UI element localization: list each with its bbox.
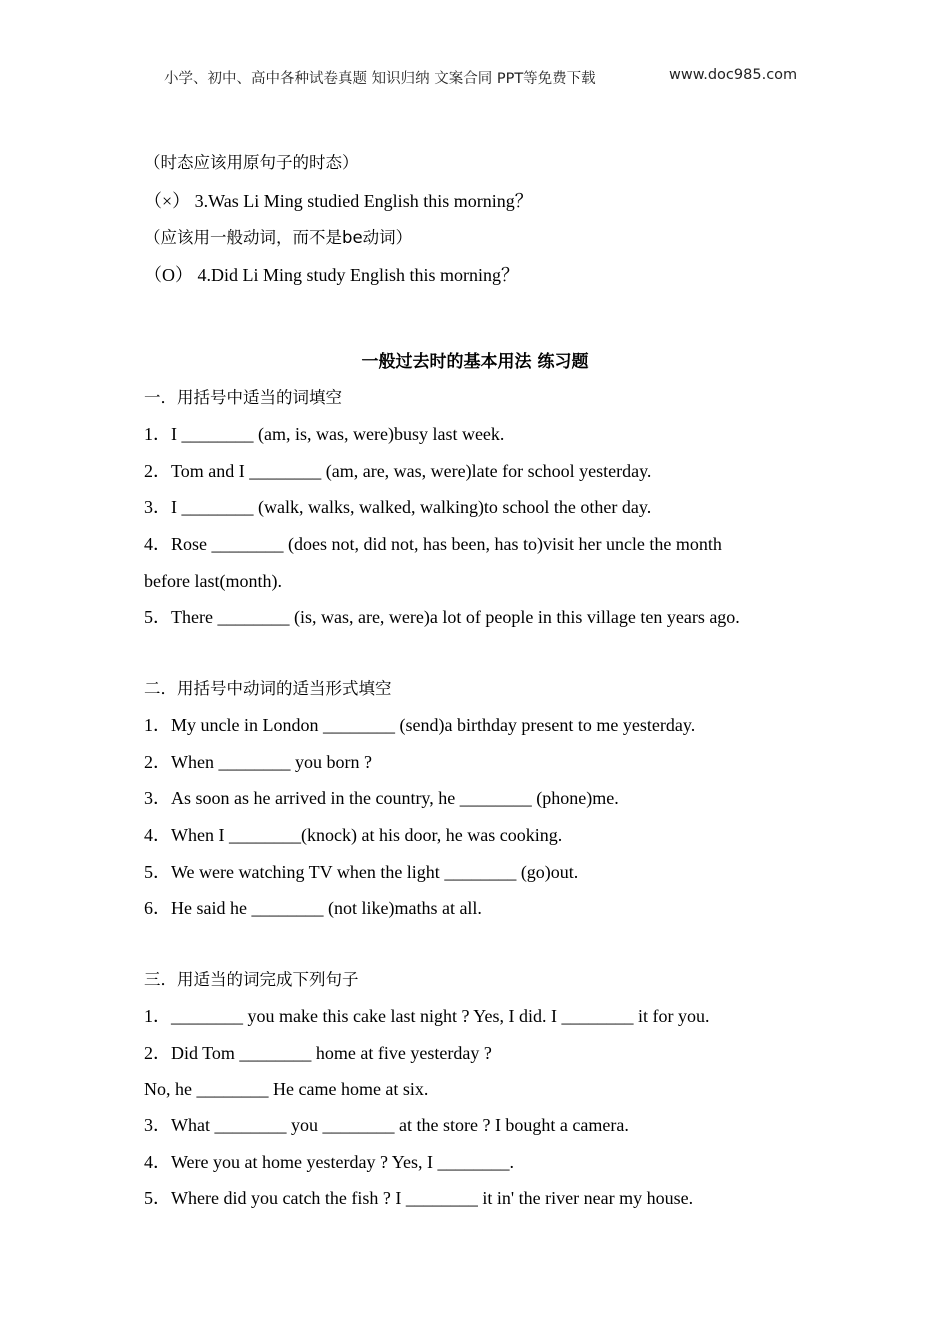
section1-item: 2．Tom and I ________ (am, are, was, were)late for school yesterday.: [144, 461, 652, 481]
section2-item: 4．When I ________(knock) at his door, he was cooking.: [144, 825, 563, 845]
section1-item: 4．Rose ________ (does not, did not, has been, has to)visit her uncle the month: [144, 534, 722, 554]
section2-heading: 二．用括号中动词的适当形式填空: [144, 679, 392, 698]
section3-heading: 三．用适当的词完成下列句子: [144, 970, 359, 989]
section2-item: 1．My uncle in London ________ (send)a birthday present to me yesterday.: [144, 715, 696, 735]
section2-item: 3．As soon as he arrived in the country, he ________ (phone)me.: [144, 788, 619, 808]
header-banner-text: 小学、初中、高中各种试卷真题 知识归纳 文案合同 PPT等免费下载: [164, 71, 596, 87]
intro-note-2: （应该用一般动词，而不是be动词）: [144, 228, 413, 247]
intro-wrong-example: （×） 3.Was Li Ming studied English this morning？: [144, 191, 533, 211]
section3-item: 1．________ you make this cake last night ? Yes, I did. I ________ it for you.: [144, 1006, 710, 1026]
page-header: [0, 67, 950, 91]
section3-item: 2．Did Tom ________ home at five yesterday ?: [144, 1043, 492, 1063]
section2-item: 5．We were watching TV when the light ________ (go)out.: [144, 862, 579, 882]
section1-item: 3．I ________ (walk, walks, walked, walking)to school the other day.: [144, 497, 652, 517]
section1-item: 5．There ________ (is, was, are, were)a lot of people in this village ten years ago.: [144, 607, 740, 627]
page-title: 一般过去时的基本用法 练习题: [361, 352, 589, 372]
section1-item-continuation: before last(month).: [144, 571, 282, 591]
intro-correct-example: （O） 4.Did Li Ming study English this morning？: [144, 265, 520, 285]
section3-item: 4．Were you at home yesterday ? Yes, I ________.: [144, 1152, 514, 1172]
intro-note-1: （时态应该用原句子的时态）: [144, 153, 359, 172]
section2-item: 6．He said he ________ (not like)maths at all.: [144, 898, 482, 918]
section1-heading: 一．用括号中适当的词填空: [144, 388, 342, 407]
header-site-link[interactable]: www.doc985.com: [669, 67, 798, 83]
section2-item: 2．When ________ you born ?: [144, 752, 372, 772]
section3-item-continuation: No, he ________ He came home at six.: [144, 1079, 429, 1099]
section1-item: 1．I ________ (am, is, was, were)busy last week.: [144, 424, 505, 444]
section3-item: 5．Where did you catch the fish ? I ________ it in' the river near my house.: [144, 1188, 694, 1208]
section3-item: 3．What ________ you ________ at the store ? I bought a camera.: [144, 1115, 629, 1135]
